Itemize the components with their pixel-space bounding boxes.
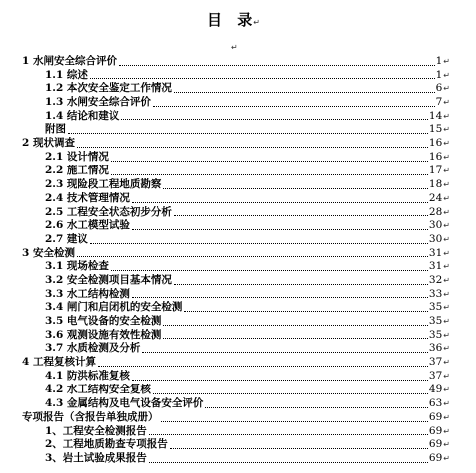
- paragraph-mark-icon: ↵: [443, 152, 450, 162]
- dot-leader: [77, 147, 428, 148]
- toc-entry-title: 3、岩土试验成果报告: [45, 451, 147, 464]
- toc-page-number: 14: [428, 109, 443, 122]
- toc-entry[interactable]: [0, 165, 476, 179]
- dot-leader: [111, 174, 428, 175]
- dot-leader: [68, 133, 428, 134]
- toc-entry[interactable]: [0, 192, 476, 206]
- toc-entry-title: 3.4 闸门和启闭机的安全检测: [45, 301, 183, 314]
- toc-entry[interactable]: [0, 397, 476, 411]
- table-of-contents: [0, 55, 476, 466]
- paragraph-mark-icon: ↵: [443, 303, 450, 313]
- dot-leader: [121, 119, 427, 120]
- toc-entry-title: 专项报告（含报告单独成册）: [22, 410, 159, 423]
- dot-leader: [163, 188, 427, 189]
- toc-page-number: 31: [428, 246, 443, 259]
- dot-leader: [174, 92, 435, 93]
- toc-page-number: 69: [428, 438, 443, 451]
- dot-leader: [132, 297, 428, 298]
- toc-entry[interactable]: [0, 370, 476, 384]
- dot-leader: [142, 352, 427, 353]
- dot-leader: [77, 256, 428, 257]
- paragraph-mark-icon: ↵: [443, 317, 450, 327]
- dot-leader: [132, 229, 428, 230]
- toc-entry-title: 附图: [45, 123, 66, 136]
- page-title: 目 录: [207, 11, 253, 29]
- dot-leader: [170, 448, 428, 449]
- toc-entry-title: 2 现状调查: [22, 137, 75, 150]
- toc-page-number: 15: [428, 123, 443, 136]
- dot-leader: [111, 161, 428, 162]
- dot-leader: [132, 380, 428, 381]
- toc-entry[interactable]: [0, 438, 476, 452]
- toc-page-number: 6: [435, 82, 443, 95]
- dot-leader: [98, 366, 428, 367]
- toc-entry[interactable]: [0, 219, 476, 233]
- dot-leader: [174, 215, 428, 216]
- paragraph-mark-icon: ↵: [443, 344, 450, 354]
- toc-page-number: 30: [428, 219, 443, 232]
- dot-leader: [163, 325, 427, 326]
- toc-page-number: 37: [428, 369, 443, 382]
- toc-entry-title: 1.2 本次安全鉴定工作情况: [45, 82, 172, 95]
- paragraph-mark-icon: ↵: [443, 330, 450, 340]
- paragraph-mark-icon: ↵: [443, 426, 450, 436]
- toc-entry[interactable]: [0, 425, 476, 439]
- title-line: [207, 10, 260, 30]
- toc-entry[interactable]: [0, 411, 476, 425]
- dot-leader: [205, 407, 427, 408]
- toc-page-number: 32: [428, 274, 443, 286]
- paragraph-mark-icon: ↵: [443, 412, 450, 422]
- paragraph-mark-icon: ↵: [443, 56, 450, 66]
- dot-leader: [174, 284, 428, 285]
- toc-entry[interactable]: [0, 137, 476, 151]
- toc-page-number: 16: [428, 150, 443, 163]
- toc-entry[interactable]: [0, 69, 476, 83]
- toc-entry-title: 2.6 水工模型试验: [45, 219, 130, 232]
- toc-entry-title: 3.5 电气设备的安全检测: [45, 315, 162, 328]
- paragraph-mark-icon: ↵: [443, 358, 450, 368]
- toc-entry-title: 3.1 现场检查: [45, 260, 109, 273]
- paragraph-mark-icon: ↵: [443, 289, 450, 299]
- paragraph-mark-icon: ↵: [443, 371, 450, 381]
- toc-page-number: 35: [428, 328, 443, 341]
- toc-entry[interactable]: [0, 274, 476, 288]
- paragraph-mark-icon: ↵: [443, 84, 450, 94]
- toc-entry-title: 2.5 工程安全状态初步分析: [45, 205, 172, 218]
- dot-leader: [184, 311, 427, 312]
- paragraph-mark-icon: ↵: [443, 180, 450, 190]
- dot-leader: [90, 78, 435, 79]
- toc-page-number: 28: [428, 205, 443, 218]
- toc-entry-title: 3.6 观测设施有效性检测: [45, 328, 162, 341]
- paragraph-mark-icon: ↵: [443, 207, 450, 217]
- toc-entry-title: 4.1 防洪标准复核: [45, 369, 130, 382]
- toc-entry[interactable]: [0, 55, 476, 69]
- dot-leader: [153, 106, 435, 107]
- dot-leader: [161, 421, 428, 422]
- toc-entry-title: 3 安全检测: [22, 246, 75, 259]
- paragraph-mark-icon: ↵: [443, 193, 450, 203]
- toc-page-number: 37: [428, 356, 443, 369]
- dot-leader: [132, 202, 428, 203]
- paragraph-mark-icon: ↵: [443, 234, 450, 244]
- toc-entry-title: 1.4 结论和建议: [45, 109, 120, 122]
- toc-page-number: 63: [428, 397, 443, 410]
- toc-entry-title: 3.7 水质检测及分析: [45, 342, 141, 355]
- paragraph-mark-icon: ↵: [443, 139, 450, 149]
- toc-entry[interactable]: [0, 260, 476, 274]
- toc-page-number: 18: [428, 178, 443, 191]
- dot-leader: [163, 338, 427, 339]
- toc-entry[interactable]: [0, 315, 476, 329]
- toc-page-number: 69: [428, 410, 443, 423]
- toc-entry[interactable]: [0, 301, 476, 315]
- toc-page-number: 69: [428, 424, 443, 437]
- toc-page-number: 24: [428, 191, 443, 204]
- paragraph-mark-icon: ↵: [443, 440, 450, 450]
- paragraph-mark-icon: ↵: [443, 385, 450, 395]
- toc-entry[interactable]: [0, 342, 476, 356]
- toc-entry[interactable]: [0, 151, 476, 165]
- toc-entry-title: 2.4 技术管理情况: [45, 191, 130, 204]
- toc-page-number: 35: [428, 315, 443, 328]
- toc-page-number: 36: [428, 342, 443, 355]
- paragraph-mark-icon: ↵: [443, 453, 450, 463]
- toc-entry[interactable]: [0, 384, 476, 398]
- toc-entry-title: 4 工程复核计算: [22, 356, 96, 369]
- toc-page-number: 69: [428, 451, 443, 464]
- toc-entry-title: 2.3 现险段工程地质勘察: [45, 178, 162, 191]
- toc-page-number: 33: [428, 287, 443, 300]
- toc-entry[interactable]: [0, 96, 476, 110]
- toc-entry-title: 2、工程地质勘查专项报告: [45, 438, 168, 451]
- toc-page-number: 30: [428, 232, 443, 245]
- toc-entry[interactable]: [0, 110, 476, 124]
- toc-entry-title: 2.2 施工情况: [45, 164, 109, 177]
- dot-leader: [153, 393, 428, 394]
- toc-page-number: 1: [435, 55, 443, 67]
- toc-entry[interactable]: [0, 288, 476, 302]
- toc-page-number: 17: [428, 164, 443, 177]
- toc-entry[interactable]: [0, 178, 476, 192]
- paragraph-mark-icon: ↵: [231, 43, 238, 52]
- paragraph-mark-icon: ↵: [443, 125, 450, 135]
- dot-leader: [149, 462, 428, 463]
- toc-page-number: 1: [435, 68, 443, 81]
- toc-entry[interactable]: [0, 233, 476, 247]
- paragraph-mark-icon: ↵: [443, 98, 450, 108]
- paragraph-mark-icon: ↵: [443, 70, 450, 80]
- toc-entry-title: 2.1 设计情况: [45, 150, 109, 163]
- paragraph-mark-icon: ↵: [443, 399, 450, 409]
- dot-leader: [149, 434, 428, 435]
- paragraph-mark-icon: ↵: [443, 111, 450, 121]
- paragraph-mark-icon: ↵: [443, 221, 450, 231]
- dot-leader: [111, 270, 428, 271]
- empty-paragraph: [230, 38, 238, 52]
- toc-entry-title: 4.2 水工结构安全复核: [45, 383, 151, 396]
- toc-entry-title: 1.3 水闸安全综合评价: [45, 96, 151, 109]
- toc-page-number: 7: [435, 96, 443, 109]
- paragraph-mark-icon: ↵: [253, 18, 260, 27]
- toc-entry[interactable]: [0, 206, 476, 220]
- toc-entry-title: 2.7 建议: [45, 232, 88, 245]
- toc-entry-title: 4.3 金属结构及电气设备安全评价: [45, 397, 204, 410]
- toc-entry[interactable]: [0, 452, 476, 466]
- toc-entry-title: 3.3 水工结构检测: [45, 287, 130, 300]
- toc-entry[interactable]: [0, 82, 476, 96]
- paragraph-mark-icon: ↵: [443, 275, 450, 285]
- toc-entry-title: 1 水闸安全综合评价: [22, 55, 117, 67]
- paragraph-mark-icon: ↵: [443, 248, 450, 258]
- toc-entry[interactable]: [0, 356, 476, 370]
- toc-page-number: 49: [428, 383, 443, 396]
- paragraph-mark-icon: ↵: [443, 166, 450, 176]
- toc-entry-title: 3.2 安全检测项目基本情况: [45, 274, 172, 286]
- dot-leader: [119, 65, 435, 66]
- toc-entry-title: 1.1 综述: [45, 68, 88, 81]
- toc-page-number: 35: [428, 301, 443, 314]
- toc-page-number: 31: [428, 260, 443, 273]
- toc-page-number: 16: [428, 137, 443, 150]
- toc-entry-title: 1、工程安全检测报告: [45, 424, 147, 437]
- dot-leader: [90, 243, 428, 244]
- toc-entry[interactable]: [0, 329, 476, 343]
- toc-entry[interactable]: [0, 123, 476, 137]
- paragraph-mark-icon: ↵: [443, 262, 450, 272]
- toc-entry[interactable]: [0, 247, 476, 261]
